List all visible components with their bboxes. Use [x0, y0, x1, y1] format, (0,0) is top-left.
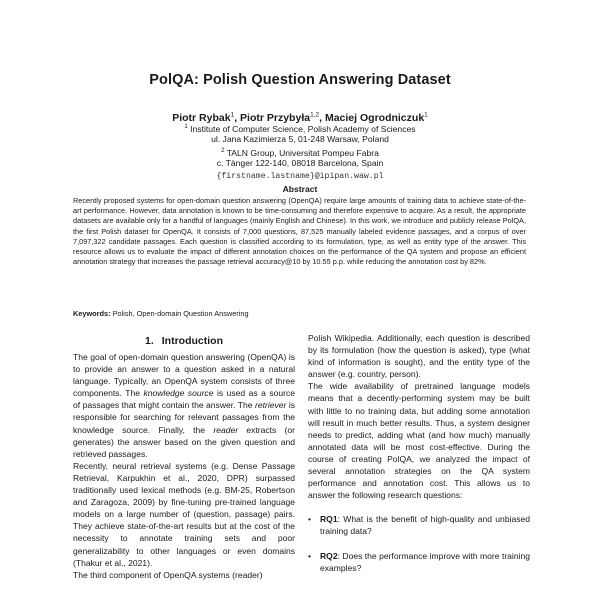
intro-paragraph-5: The wide availability of pretrained language models means that a decently-performing system may be built with little to no training data, but adding some annotation will result in much better results. Thus, a system designer needs to predict, adding what (and how much) manually annotated data will be most cost-effective. During the course of creating PolQA, we analyzed the impact of several annotation strategies on the QA system performance and annotation cost. This allows us to answer the following research questions: [308, 381, 530, 501]
author-3: Maciej Ogrodniczuk$^1$ [324, 111, 428, 124]
intro-paragraph-1: The goal of open-domain question answering (OpenQA) is to provide an answer to a question asked in a natural language. Typically, an OpenQA system consists of three components. The knowledge source is used as a source of passages that might contain the answer. The retriever is responsible for searching for relevant passages from the knowledge source. Finally, the reader extracts (or generates) the answer based on the given question and retrieved passages. [73, 352, 295, 459]
research-question-2: • RQ2: Does the performance improve with more training examples? [308, 550, 530, 573]
keywords-text: Polish, Open-domain Question Answering [112, 309, 249, 318]
author-2: Piotr Przybyła$^{1,2}$, [240, 111, 325, 124]
affiliation-2-address: c. Tànger 122-140, 08018 Barcelona, Spain [216, 158, 384, 168]
section-heading-introduction: 1. Introduction [144, 335, 223, 347]
intro-paragraph-2: Recently, neural retrieval systems (e.g. Dense Passage Retrieval, Karpukhin et al., 2020, DPR) surpassed traditionally used lexical methods (e.g. BM-25, Robertson and Zaragoza, 2009) by fine-tuning pre-trained language models on a large number of (question, passage) pairs. They achieve state-of-the-art results but at the cost of the necessity to annotate training sets and poor generalizability to other languages or even domains (Thakur et al., 2021). [73, 460, 295, 568]
bullet-icon: • [308, 550, 311, 561]
email-line: {firstname.lastname}@ipipan.waw.pl [216, 172, 384, 181]
author-1: Piotr Rybak$^1$, [172, 111, 241, 124]
paper-title: PolQA: Polish Question Answering Dataset [149, 72, 451, 88]
left-column [73, 351, 295, 581]
affiliation-2-name: $^2$ TALN Group, Universitat Pompeu Fabra [221, 147, 379, 158]
affiliation-1-address: ul. Jana Kazimierza 5, 01-248 Warsaw, Poland [211, 134, 389, 144]
intro-paragraph-4: Polish Wikipedia. Additionally, each question is described by its formulation (how the question is asked), type (what kind of information is sought), and the entity type of the answer (e.g. country, person). [308, 333, 530, 380]
research-question-1: • RQ1: What is the benefit of high-quality and unbiased training data? [308, 514, 530, 537]
intro-paragraph-3: The third component of OpenQA systems (reader) [73, 569, 263, 580]
right-column [308, 332, 530, 574]
bullet-icon: • [308, 514, 311, 525]
keywords-line [73, 309, 526, 319]
keywords-label: Keywords: [73, 309, 111, 318]
affiliation-1-name: $^1$ Institute of Computer Science, Polish Academy of Sciences [184, 123, 416, 134]
abstract-heading: Abstract [282, 184, 318, 194]
abstract-text: Recently proposed systems for open-domain question answering (OpenQA) require large amounts of training data to achieve state-of-the-art performance. However, data annotation is known to be time-consuming and therefore expensive to acquire. As a result, the appropriate datasets are available only for a handful of languages (mainly English and Chinese). In this work, we introduce and publicly release PolQA, the first Polish dataset for OpenQA. It consists of 7,000 questions, 87,525 manually labeled evidence passages, and a corpus of over 7,097,322 candidate passages. Each question is classified according to its formulation, type, as well as entity type of the answer. This resource allows us to evaluate the impact of different annotation choices on the performance of the QA system and propose an efficient annotation strategy that increases the passage retrieval accuracy@10 by 10.55 p.p. while reducing the annotation cost by 82%. [73, 196, 526, 267]
